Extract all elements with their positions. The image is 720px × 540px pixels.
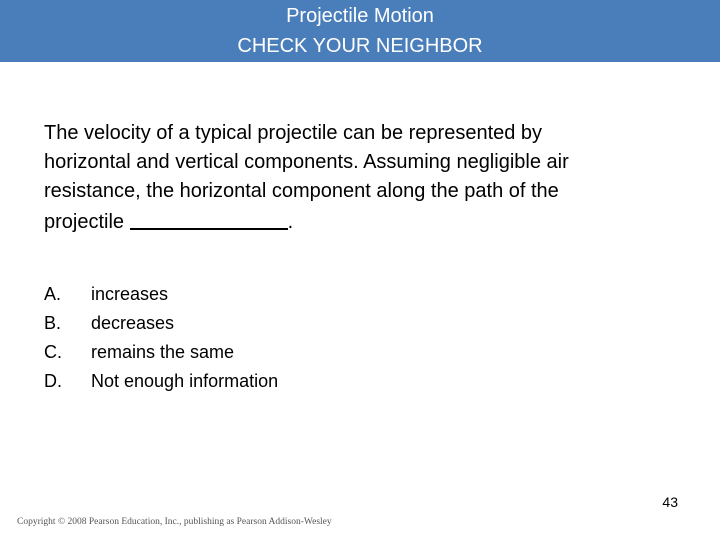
option-letter: A. bbox=[44, 284, 62, 304]
page-number: 43 bbox=[662, 494, 678, 510]
question-text bbox=[44, 119, 694, 237]
question-line: horizontal and vertical components. Assuming negligible air bbox=[44, 151, 569, 173]
copyright-notice: Copyright © 2008 Pearson Education, Inc., publishing as Pearson Addison-Wesley bbox=[17, 517, 332, 527]
option-text: decreases bbox=[91, 313, 175, 333]
answer-blank bbox=[130, 208, 288, 230]
option-text: Not enough information bbox=[91, 371, 279, 391]
question-line: projectile bbox=[44, 211, 130, 233]
slide-subtitle: CHECK YOUR NEIGHBOR bbox=[237, 35, 483, 57]
slide-title: Projectile Motion bbox=[286, 5, 434, 27]
slide-header bbox=[0, 0, 720, 62]
question-end-punctuation: . bbox=[287, 211, 294, 233]
question-line: resistance, the horizontal component along the path of the bbox=[44, 180, 559, 202]
option-letter: C. bbox=[44, 342, 62, 362]
option-text: remains the same bbox=[91, 342, 235, 362]
option-letter: D. bbox=[44, 371, 62, 391]
question-line: The velocity of a typical projectile can be represented by bbox=[44, 122, 543, 144]
option-letter: B. bbox=[44, 313, 62, 333]
option-text: increases bbox=[91, 284, 169, 304]
question-line-last bbox=[44, 206, 694, 237]
